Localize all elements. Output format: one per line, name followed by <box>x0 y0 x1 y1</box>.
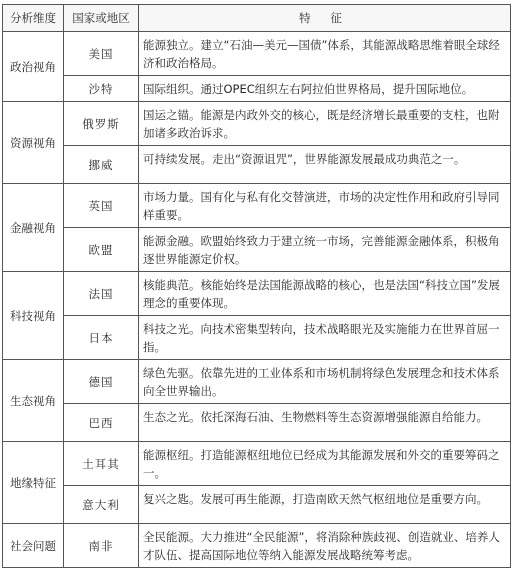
dimension-cell: 政治视角 <box>3 32 64 102</box>
dimension-cell: 科技视角 <box>3 272 64 360</box>
country-cell: 德国 <box>64 360 139 404</box>
country-cell: 美国 <box>64 32 139 76</box>
country-cell: 俄罗斯 <box>64 102 139 146</box>
table-row <box>3 524 511 568</box>
feature-cell: 核能典范。核能始终是法国能源战略的核心，也是法国“科技立国”发展理念的重要体现。 <box>139 272 511 316</box>
table-row <box>3 228 511 272</box>
header-country: 国家或地区 <box>64 5 139 32</box>
table-row <box>3 146 511 184</box>
feature-cell: 市场力量。国有化与私有化交替演进，市场的决定性作用和政府引导同样重要。 <box>139 184 511 228</box>
country-cell: 沙特 <box>64 76 139 102</box>
country-cell: 英国 <box>64 184 139 228</box>
table-row <box>3 360 511 404</box>
energy-strategy-table <box>2 4 511 568</box>
feature-cell: 可持续发展。走出“资源诅咒”，世界能源发展最成功典范之一。 <box>139 146 511 184</box>
table-row <box>3 76 511 102</box>
feature-cell: 能源独立。建立“石油—美元—国债”体系，其能源战略思维着眼全球经济和政治格局。 <box>139 32 511 76</box>
dimension-cell: 资源视角 <box>3 102 64 184</box>
table-row <box>3 486 511 524</box>
table-row <box>3 32 511 76</box>
table-wrapper <box>2 4 510 568</box>
table-row <box>3 316 511 360</box>
header-dimension: 分析维度 <box>3 5 64 32</box>
dimension-cell: 地缘特征 <box>3 442 64 524</box>
country-cell: 意大利 <box>64 486 139 524</box>
table-row <box>3 102 511 146</box>
table-row <box>3 272 511 316</box>
table-row <box>3 442 511 486</box>
feature-cell: 能源枢纽。打造能源枢纽地位已经成为其能源发展和外交的重要筹码之一。 <box>139 442 511 486</box>
feature-cell: 能源金融。欧盟始终致力于建立统一市场，完善能源金融体系，积极角逐世界能源定价权。 <box>139 228 511 272</box>
header-row <box>3 5 511 32</box>
dimension-cell: 金融视角 <box>3 184 64 272</box>
country-cell: 挪威 <box>64 146 139 184</box>
feature-cell: 复兴之匙。发展可再生能源，打造南欧天然气枢纽地位是重要方向。 <box>139 486 511 524</box>
country-cell: 欧盟 <box>64 228 139 272</box>
country-cell: 巴西 <box>64 404 139 442</box>
feature-cell: 全民能源。大力推进“全民能源”，将消除种族歧视、创造就业、培养人才队伍、提高国际地位等纳入能源发展战略统筹考虑。 <box>139 524 511 568</box>
table-row <box>3 184 511 228</box>
header-features: 特 征 <box>139 5 511 32</box>
feature-cell: 国际组织。通过OPEC组织左右阿拉伯世界格局，提升国际地位。 <box>139 76 511 102</box>
country-cell: 南非 <box>64 524 139 568</box>
country-cell: 法国 <box>64 272 139 316</box>
country-cell: 日本 <box>64 316 139 360</box>
country-cell: 土耳其 <box>64 442 139 486</box>
feature-cell: 生态之光。依托深海石油、生物燃料等生态资源增强能源自给能力。 <box>139 404 511 442</box>
dimension-cell: 社会问题 <box>3 524 64 568</box>
dimension-cell: 生态视角 <box>3 360 64 442</box>
feature-cell: 科技之光。向技术密集型转向，技术战略眼光及实施能力在世界首屈一指。 <box>139 316 511 360</box>
feature-cell: 国运之锚。能源是内政外交的核心，既是经济增长最重要的支柱，也附加诸多政治诉求。 <box>139 102 511 146</box>
feature-cell: 绿色先驱。依靠先进的工业体系和市场机制将绿色发展理念和技术体系向全世界输出。 <box>139 360 511 404</box>
table-row <box>3 404 511 442</box>
